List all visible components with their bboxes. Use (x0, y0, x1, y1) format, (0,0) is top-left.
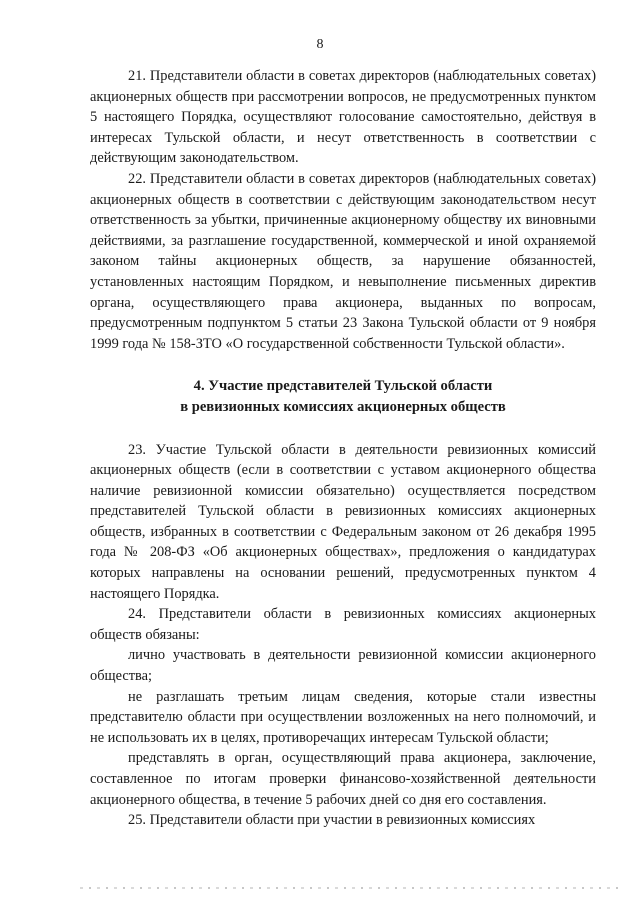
list-item-report: представлять в орган, осуществляющий права акционера, заключение, составленное по итогам проверки финансово-хозяйственной деятельности акционерного общества, в течение 5 рабочих дней со дня его составления. (90, 750, 596, 808)
section-heading-line-2: в ревизионных комиссиях акционерных обществ (180, 398, 506, 415)
paragraph-21: 21. Представители области в советах директоров (наблюдательных советах) акционерных обществ при рассмотрении вопросов, не предусмотренных пунктом 5 настоящего Порядка, осуществляют голосование самостоятельно, действуя в интересах Тульской области, и несут ответственность в соответствии с действующим законодательством. (90, 68, 596, 167)
scan-artifact-line (80, 887, 620, 889)
paragraph-25: 25. Представители области при участии в ревизионных комиссиях (128, 812, 536, 829)
list-item-confidentiality: не разглашать третьим лицам сведения, которые стали известны представителю области при осуществлении возложенных на него полномочий, и не использовать их в целях, противоречащих интересам Тульской области; (90, 688, 596, 746)
list-item-participate: лично участвовать в деятельности ревизионной комиссии акционерного общества; (90, 647, 596, 685)
document-body (90, 66, 596, 831)
section-heading-line-1: 4. Участие представителей Тульской области (193, 378, 493, 395)
paragraph-23: 23. Участие Тульской области в деятельности ревизионных комиссий акционерных обществ (если в соответствии с уставом акционерного общества наличие ревизионной комиссии обязательно) осуществляется посредством представителей Тульской области в ревизионных комиссиях акционерных обществ, избранных в соответствии с Федеральным законом от 26 декабря 1995 года № 208-ФЗ «Об акционерных обществах», предложения о кандидатурах которых направлены на основании решений, предусмотренных пунктом 4 настоящего Порядка. (90, 441, 596, 602)
paragraph-22: 22. Представители области в советах директоров (наблюдательных советах) акционерных обществ в соответствии с действующим законодательством несут ответственность за убытки, причиненные акционерному обществу их виновными действиями, за разглашение государственной, коммерческой и иной охраняемой законом тайны акционерных обществ, за нарушение обязанностей, установленных настоящим Порядком, и невыполнение письменных директив органа, осуществляющего права акционера, выданных по вопросам, предусмотренным подпунктом 5 статьи 23 Закона Тульской области от 9 ноября 1999 года № 158-ЗТО «О государственной собственности Тульской области». (90, 170, 596, 352)
section-heading (90, 376, 596, 417)
page-number: 8 (316, 37, 324, 52)
paragraph-24: 24. Представители области в ревизионных комиссиях акционерных обществ обязаны: (90, 606, 596, 643)
